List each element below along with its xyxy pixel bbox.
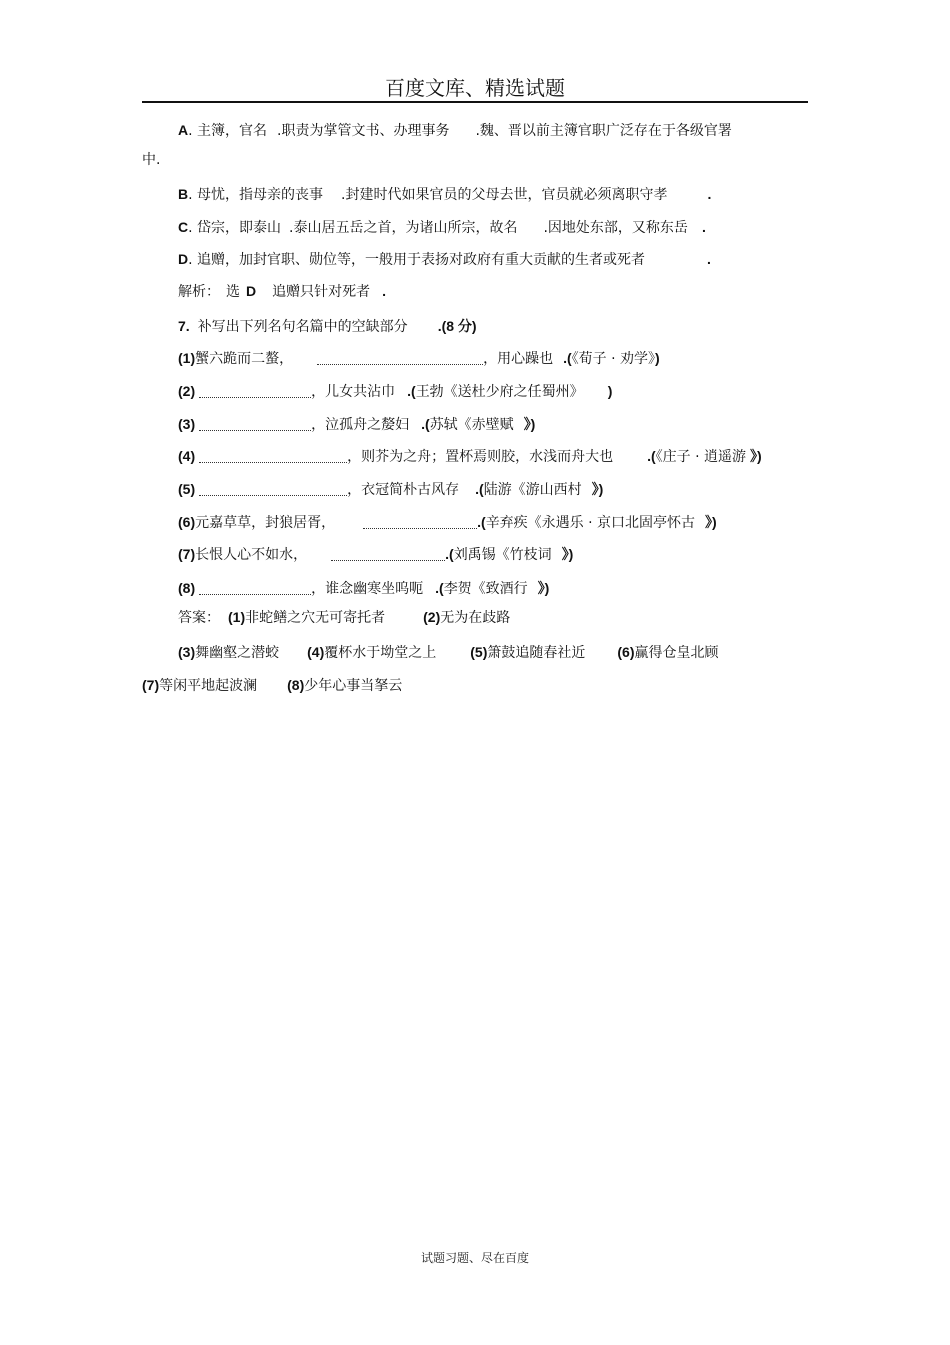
item-number: (3) xyxy=(178,416,196,432)
answer-blank[interactable] xyxy=(317,350,483,365)
answer-blank[interactable] xyxy=(199,481,347,496)
item-post-text: ，儿女共沾巾 xyxy=(311,384,396,400)
item-source-end: 》) xyxy=(705,514,717,530)
page-title: 百度文库、精选试题 xyxy=(385,76,565,100)
item-source-lead: .( xyxy=(435,580,444,596)
page-footer: 试题习题、尽在百度 xyxy=(420,1251,529,1265)
fill-item-3 xyxy=(178,415,535,434)
option-a xyxy=(178,121,732,140)
option-c-end: . xyxy=(701,219,706,235)
item-pre-text: 蟹六跪而二螯， xyxy=(195,351,294,367)
item-number: (1) xyxy=(178,350,196,366)
answer-blank[interactable] xyxy=(199,580,311,595)
item-post-text: ，则芥为之舟；置杯焉则胶，水浅而舟大也 xyxy=(347,449,614,465)
option-b-text-2: .封建时代如果官员的父母去世，官员就必须离职守孝 xyxy=(341,187,668,203)
answers-line-1 xyxy=(178,608,510,627)
answer-blank[interactable] xyxy=(199,448,347,463)
answer-text: 箫鼓追随春社近 xyxy=(487,645,586,661)
fill-item-4 xyxy=(178,447,762,466)
fill-item-6 xyxy=(178,513,717,532)
item-source-lead: .( xyxy=(563,350,572,366)
question-7 xyxy=(178,317,477,336)
analysis-label: 解析： xyxy=(178,284,220,300)
question-number: 7. xyxy=(178,318,190,334)
answer-text: 等闲平地起波澜 xyxy=(159,678,258,694)
answers-label: 答案： xyxy=(178,610,220,626)
option-d xyxy=(178,250,711,269)
item-source-end: 》) xyxy=(523,416,536,432)
question-prompt: 补写出下列名句名篇中的空缺部分 xyxy=(197,319,408,335)
option-d-end: . xyxy=(707,251,711,267)
answer-blank[interactable] xyxy=(331,546,445,561)
item-source-end: 》) xyxy=(750,448,762,464)
answer-text: 非蛇鳝之穴无可寄托者 xyxy=(245,610,386,626)
analysis-choose: 选 xyxy=(226,284,240,300)
item-source-lead: .( xyxy=(477,514,486,530)
answer-text: 无为在歧路 xyxy=(440,610,511,626)
option-b xyxy=(178,185,711,204)
item-source: 陆游《游山西村 xyxy=(483,482,582,498)
item-number: (4) xyxy=(178,448,196,464)
fill-item-2 xyxy=(178,382,612,401)
item-pre-text: 长恨人心不如水， xyxy=(195,547,308,563)
option-a-label: A xyxy=(178,122,189,138)
answer-blank[interactable] xyxy=(199,383,311,398)
answers-line-2 xyxy=(178,643,719,662)
item-source: 辛弃疾《永遇乐 · 京口北固亭怀古 xyxy=(485,515,696,531)
answer-blank[interactable] xyxy=(363,514,477,529)
item-post-text: ，泣孤舟之嫠妇 xyxy=(311,417,410,433)
item-source-lead: .( xyxy=(421,416,430,432)
answer-text: 少年心事当拏云 xyxy=(304,678,403,694)
item-source-end: ) xyxy=(655,350,660,366)
item-source: 刘禹锡《竹枝词 xyxy=(453,547,552,563)
option-d-label: D xyxy=(178,251,189,267)
fill-item-5 xyxy=(178,480,603,499)
item-pre-text: 元嘉草草，封狼居胥， xyxy=(195,515,336,531)
fill-item-7 xyxy=(178,545,573,564)
item-source: 苏轼《赤壁赋 xyxy=(429,417,514,433)
item-source: 李贺《致酒行 xyxy=(443,581,528,597)
fill-item-8 xyxy=(178,579,549,598)
item-source-end: ) xyxy=(607,383,613,399)
option-c-text-2: .泰山居五岳之首，为诸山所宗，故名 xyxy=(289,220,518,236)
option-d-text: . 追赠，加封官职、勋位等，一般用于表扬对政府有重大贡献的生者或死者 xyxy=(188,252,646,268)
item-source: 王勃《送杜少府之任蜀州》 xyxy=(415,384,584,400)
analysis-text: 追赠只针对死者 xyxy=(272,284,371,300)
answer-text: 赢得仓皇北顾 xyxy=(634,645,719,661)
answer-number: (1) xyxy=(228,609,246,625)
option-a-text-1: . 主簿，官名 xyxy=(188,123,268,139)
answer-number: (8) xyxy=(287,677,305,693)
item-source-lead: .( xyxy=(407,383,416,399)
answer-number: (3) xyxy=(178,644,196,660)
option-a-continued: 中. xyxy=(142,152,161,168)
answer-number: (4) xyxy=(307,644,325,660)
item-source-lead: .( xyxy=(445,546,454,562)
answer-text: 舞幽壑之潜蛟 xyxy=(195,645,280,661)
item-number: (8) xyxy=(178,580,196,596)
item-post-text: ，衣冠简朴古风存 xyxy=(347,482,460,498)
analysis xyxy=(178,282,386,301)
answer-number: (7) xyxy=(142,677,160,693)
item-source-lead: .( xyxy=(475,481,484,497)
option-a-text-3: .魏、晋以前主簿官职广泛存在于各级官署 xyxy=(475,123,732,139)
item-source: 《荀子 · 劝学》 xyxy=(571,351,656,367)
item-number: (2) xyxy=(178,383,196,399)
item-source: 《庄子 · 逍遥游 xyxy=(655,449,747,465)
fill-item-1 xyxy=(178,349,660,368)
item-number: (6) xyxy=(178,514,196,530)
answer-number: (5) xyxy=(470,644,488,660)
item-post-text: ，谁念幽寒坐呜呃 xyxy=(311,581,424,597)
option-c-text-1: . 岱宗，即泰山 xyxy=(188,220,282,236)
item-source-end: 》) xyxy=(537,580,550,596)
option-b-text-1: . 母忧，指母亲的丧事 xyxy=(188,187,324,203)
answer-text: 覆杯水于坳堂之上 xyxy=(324,645,437,661)
option-b-label: B xyxy=(178,186,189,202)
item-source-lead: .( xyxy=(647,448,656,464)
answer-number: (6) xyxy=(617,644,635,660)
answers-line-3 xyxy=(142,676,402,695)
header-rule xyxy=(142,101,808,103)
answer-number: (2) xyxy=(423,609,441,625)
item-source-end: 》) xyxy=(591,481,604,497)
analysis-letter: D xyxy=(246,283,257,299)
option-a-text-2: .职责为掌管文书、办理事务 xyxy=(277,123,450,139)
option-c-label: C xyxy=(178,219,189,235)
item-number: (5) xyxy=(178,481,196,497)
item-source-end: 》) xyxy=(561,546,574,562)
option-c xyxy=(178,218,706,237)
answer-blank[interactable] xyxy=(199,416,311,431)
analysis-end: . xyxy=(382,283,387,299)
item-post-text: ，用心躁也 xyxy=(483,351,554,367)
question-score: .(8 分) xyxy=(437,318,477,334)
option-c-text-3: .因地处东部，又称东岳 xyxy=(543,220,688,236)
option-b-end: . xyxy=(707,186,712,202)
item-number: (7) xyxy=(178,546,196,562)
